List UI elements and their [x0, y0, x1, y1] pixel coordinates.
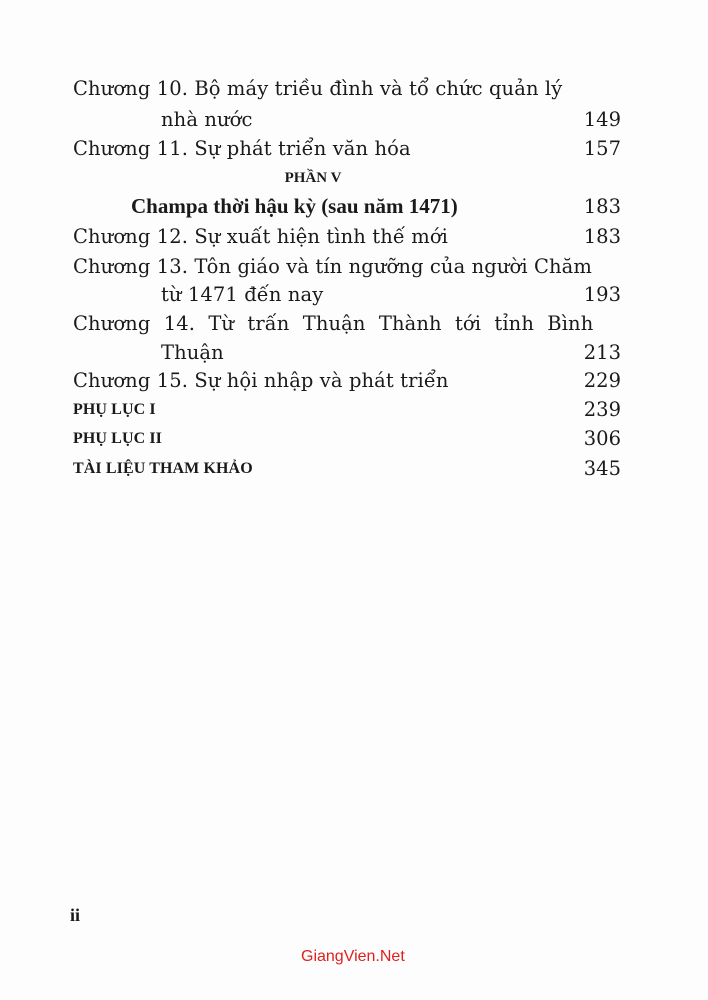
- toc-entry-chapter-10: [73, 74, 621, 103]
- watermark: GiangVien.Net: [301, 948, 405, 965]
- toc-entry-page: 345: [583, 457, 621, 480]
- part-title: [73, 192, 621, 221]
- toc-entry-appendix-2: [73, 424, 621, 453]
- toc-entry-chapter-14-cont: [73, 338, 621, 367]
- toc-entry-page: 306: [583, 427, 621, 450]
- toc-entry-label-continued: Thuận: [161, 341, 224, 364]
- toc-entry-chapter-14: [73, 309, 621, 338]
- toc-entry-references: [73, 454, 621, 483]
- toc-entry-page: 193: [583, 283, 621, 306]
- toc-entry-page: 229: [583, 369, 621, 392]
- part-title-label: Champa thời hậu kỳ (sau năm 1471): [131, 194, 458, 218]
- toc-entry-label: Chương 12. Sự xuất hiện tình thế mới: [73, 225, 449, 248]
- toc-entry-page: 149: [583, 108, 621, 131]
- part-heading: PHẦN V: [284, 170, 342, 186]
- toc-entry-appendix-1: [73, 395, 621, 424]
- toc-entry-page: 239: [583, 398, 621, 421]
- toc-entry-label: Chương 13. Tôn giáo và tín ngưỡng của người Chăm: [73, 255, 592, 278]
- toc-entry-chapter-13: [73, 252, 621, 281]
- toc-entry-page: 213: [583, 341, 621, 364]
- toc-entry-page: 183: [583, 225, 621, 248]
- part-title-page: 183: [583, 195, 621, 218]
- toc-entry-label: Chương 14. Từ trấn Thuận Thành tới tỉnh Bình: [73, 312, 594, 335]
- toc-entry-page: 157: [583, 137, 621, 160]
- toc-entry-label: Chương 10. Bộ máy triều đình và tổ chức quản lý: [73, 77, 563, 100]
- toc-entry-chapter-12: [73, 222, 621, 251]
- toc-entry-label-continued: nhà nước: [161, 108, 253, 131]
- toc-entry-chapter-15: [73, 366, 621, 395]
- toc-entry-label: PHỤ LỤC I: [73, 401, 156, 418]
- page-number: ii: [70, 905, 81, 925]
- toc-entry-label: Chương 15. Sự hội nhập và phát triển: [73, 369, 449, 392]
- toc-entry-label: TÀI LIỆU THAM KHẢO: [73, 460, 253, 477]
- toc-entry-chapter-13-cont: [73, 280, 621, 309]
- toc-entry-label: PHỤ LỤC II: [73, 430, 163, 447]
- toc-entry-label-continued: từ 1471 đến nay: [161, 283, 324, 306]
- toc-entry-chapter-10-cont: [73, 105, 621, 134]
- toc-entry-chapter-11: [73, 134, 621, 163]
- toc-entry-label: Chương 11. Sự phát triển văn hóa: [73, 137, 411, 160]
